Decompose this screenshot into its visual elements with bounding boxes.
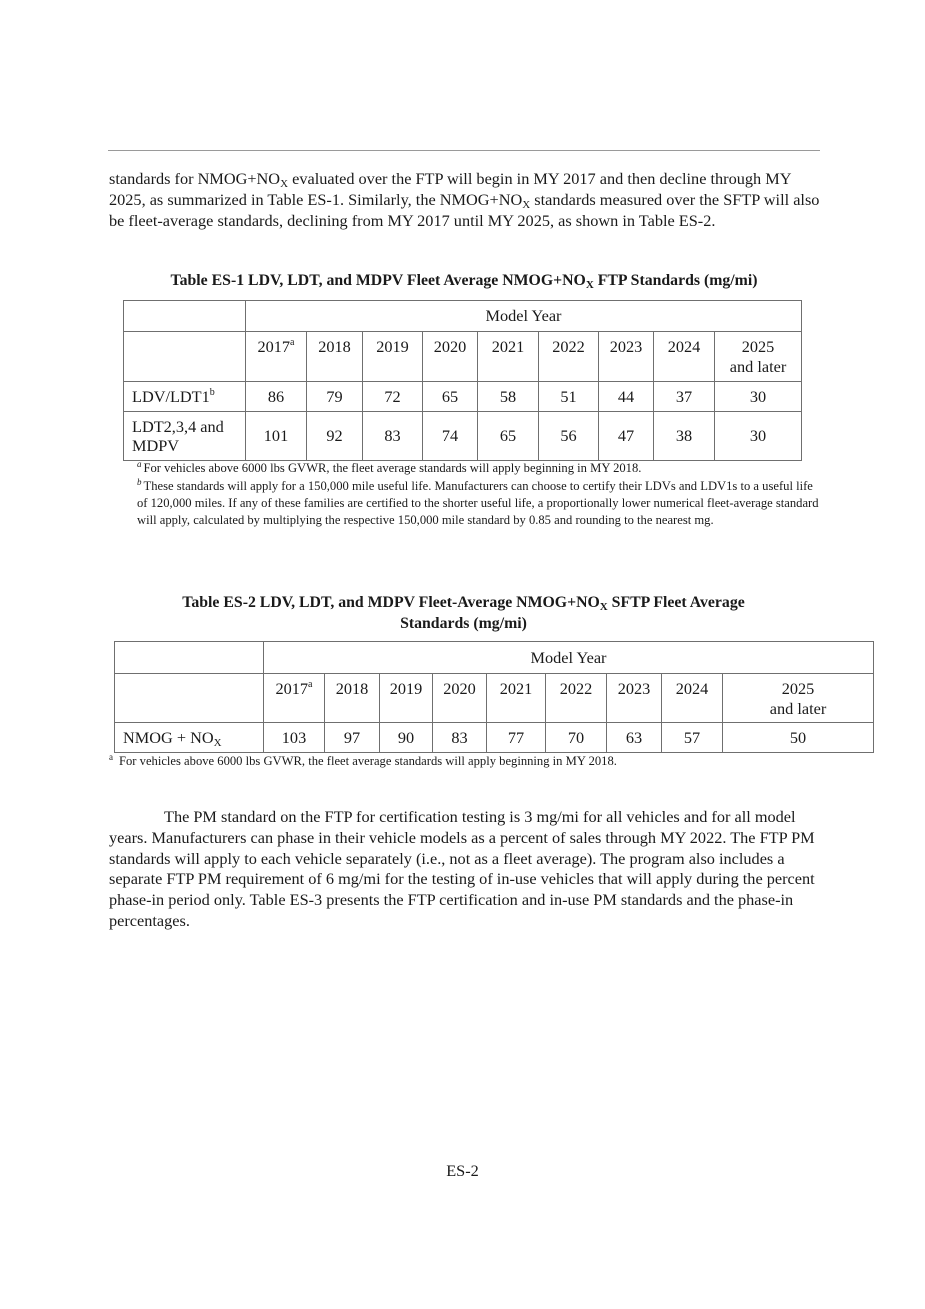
- table1-footnote-b: $^b$ These standards will apply for a 150,000 mile useful life. Manufacturers can choose to certify their LDVs and LDV1s to a useful life of 120,000 miles. If any of these families are certified to the shorter useful life, a proportionally lower numerical fleet-average standard will apply, calculated by multiplying the respective 150,000 mile standard by 0.85 and rounding to the nearest mg.: [137, 477, 819, 528]
- table2-year-cell: 2017$^a$: [264, 674, 325, 723]
- table-cell: 38: [654, 412, 715, 461]
- table-cell: 72: [363, 382, 423, 412]
- table2-year-cell: 2019: [380, 674, 433, 723]
- table1-year-cell: 2023: [599, 332, 654, 382]
- table-cell: 74: [423, 412, 478, 461]
- table-row: [124, 382, 802, 412]
- table1-header-row: [124, 301, 802, 332]
- table1-footnote-a: $^a$ For vehicles above 6000 lbs GVWR, the fleet average standards will apply beginning in MY 2018.: [137, 459, 642, 475]
- table-cell: 65: [423, 382, 478, 412]
- table1-corner-cell: [124, 301, 246, 332]
- table-cell: 79: [307, 382, 363, 412]
- table-cell: 101: [246, 412, 307, 461]
- table-cell: 47: [599, 412, 654, 461]
- table1-caption: Table ES-1 LDV, LDT, and MDPV Fleet Average $NMOG+NO_X$ FTP Standards (mg/mi): [170, 272, 758, 291]
- table1-corner-cell: [124, 332, 246, 382]
- table2-footnote-a: $^a$ For vehicles above 6000 lbs GVWR, the fleet average standards will apply beginning in MY 2018.: [109, 752, 617, 768]
- table-cell: 37: [654, 382, 715, 412]
- table2-years-row: [115, 674, 874, 723]
- table-cell: 30: [715, 412, 802, 461]
- body-paragraph: The PM standard on the FTP for certification testing is 3 mg/mi for all vehicles and for all model years. Manufacturers can phase in their vehicle models as a percent of sales through MY 2022. The FTP PM standards will apply to each vehicle separately (i.e., not as a fleet average). The program also includes a separate FTP PM requirement of 6 mg/mi for the testing of in-use vehicles that will apply during the percent phase-in period only. Table ES-3 presents the FTP certification and in-use PM standards and the phase-in percentages.: [109, 807, 815, 930]
- table2-year-cell: 2023: [607, 674, 662, 723]
- table-cell: 97: [325, 723, 380, 753]
- table2-year-cell: 2021: [487, 674, 546, 723]
- table2-caption: Table ES-2 LDV, LDT, and MDPV Fleet-Average $NMOG+NO_X$ SFTP Fleet Average Standards (mg/mi): [182, 594, 745, 632]
- table2-year-cell-last: 2025 and later: [723, 674, 874, 723]
- table-cell: 77: [487, 723, 546, 753]
- table-cell: 58: [478, 382, 539, 412]
- table-row: [124, 412, 802, 461]
- row-label: LDT2,3,4 and MDPV: [124, 412, 246, 461]
- intro-paragraph: standards for $NMOG+NO_X$ evaluated over the FTP will begin in MY 2017 and then decline through MY 2025, as summarized in Table ES-1. Similarly, the $NMOG+NO_X$ standards measured over the SFTP will also be fleet-average standards, declining from MY 2017 until MY 2025, as shown in Table ES-2.: [109, 169, 820, 230]
- table-cell: 70: [546, 723, 607, 753]
- table2-year-cell: 2022: [546, 674, 607, 723]
- table-cell: 51: [539, 382, 599, 412]
- table-cell: 57: [662, 723, 723, 753]
- table-cell: 103: [264, 723, 325, 753]
- table-cell: 86: [246, 382, 307, 412]
- table-row: [115, 723, 874, 753]
- table-cell: 50: [723, 723, 874, 753]
- table-cell: 83: [433, 723, 487, 753]
- table1: [123, 300, 802, 461]
- table2-year-cell: 2024: [662, 674, 723, 723]
- page-number: ES-2: [446, 1161, 479, 1180]
- table2: [114, 641, 874, 753]
- table-cell: 92: [307, 412, 363, 461]
- table2-year-cell: 2018: [325, 674, 380, 723]
- table1-year-cell: 2017$^a$: [246, 332, 307, 382]
- table1-year-cell: 2020: [423, 332, 478, 382]
- table1-model-year-header: Model Year: [246, 301, 802, 332]
- table2-corner-cell: [115, 674, 264, 723]
- table1-year-cell: 2022: [539, 332, 599, 382]
- row-label: NMOG + $NO_X$: [115, 723, 264, 753]
- table-cell: 44: [599, 382, 654, 412]
- table-cell: 30: [715, 382, 802, 412]
- table2-corner-cell: [115, 642, 264, 674]
- table-cell: 63: [607, 723, 662, 753]
- table2-header-row: [115, 642, 874, 674]
- table1-year-cell: 2019: [363, 332, 423, 382]
- table1-year-cell: 2024: [654, 332, 715, 382]
- table-cell: 56: [539, 412, 599, 461]
- table1-year-cell: 2021: [478, 332, 539, 382]
- table1-year-cell-last: 2025 and later: [715, 332, 802, 382]
- header-rule: [108, 150, 820, 151]
- table1-years-row: [124, 332, 802, 382]
- row-label: LDV/LDT1$^b$: [124, 382, 246, 412]
- table-cell: 83: [363, 412, 423, 461]
- table-cell: 90: [380, 723, 433, 753]
- table-cell: 65: [478, 412, 539, 461]
- table2-year-cell: 2020: [433, 674, 487, 723]
- table1-year-cell: 2018: [307, 332, 363, 382]
- table2-model-year-header: Model Year: [264, 642, 874, 674]
